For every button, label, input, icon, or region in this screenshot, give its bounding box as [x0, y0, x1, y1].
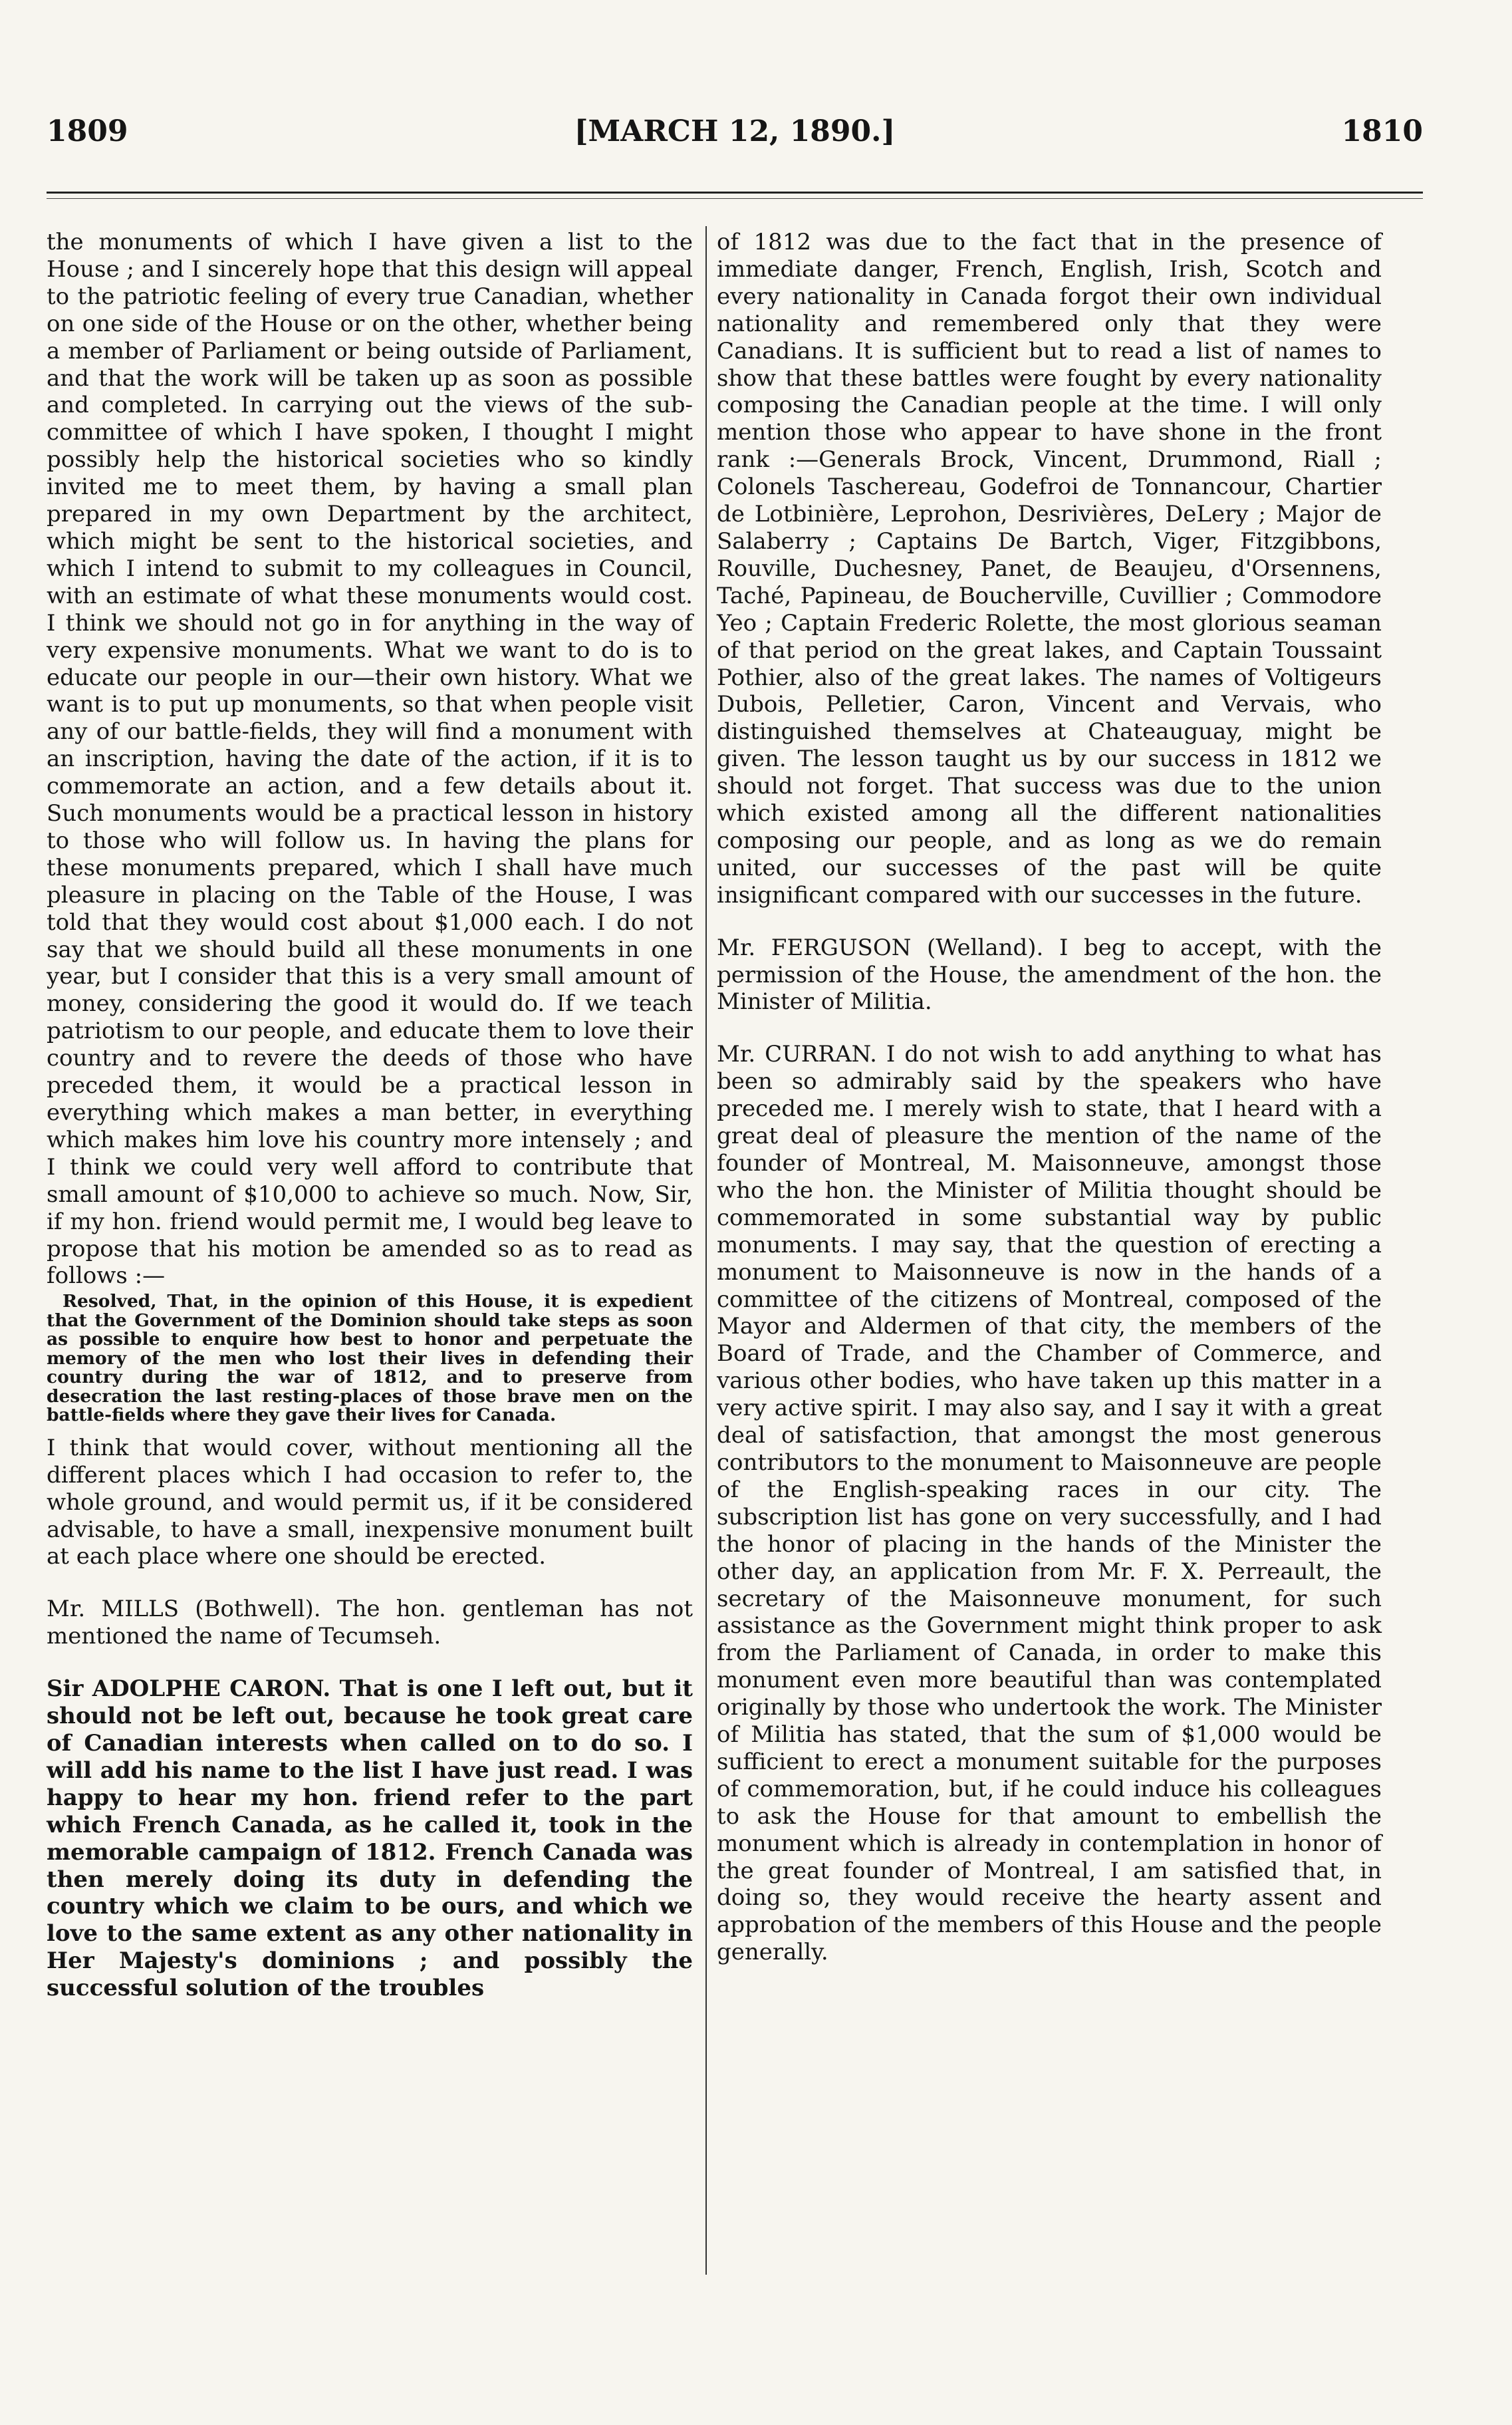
page-date: [MARCH 12, 1890.]	[574, 114, 896, 148]
paragraph-ferguson: Mr. FERGUSON (Welland). I beg to accept, with the permission of the House, the amendment of the hon. the Minister of Militia.	[717, 934, 1382, 1016]
paragraph-mills: Mr. MILLS (Bothwell). The hon. gentleman has not mentioned the name of Tecumseh.	[47, 1596, 693, 1650]
header-rule-thick	[47, 192, 1423, 194]
page-header	[47, 114, 1423, 154]
resolution-text: Resolved, That, in the opinion of this House, it is expedient that the Government of the Dominion should take steps as soon as possible to enquire how best to honor and perpetuate the memory of the men who lost their lives in defending their country during the war of 1812, and to preserve from desecration the last resting-places of those brave men on the battle-fields where they gave their lives for Canada.	[47, 1291, 693, 1426]
right-column	[717, 229, 1382, 1966]
paragraph-monuments: the monuments of which I have given a list to the House ; and I sincerely hope that this design will appeal to the patriotic feeling of every true Canadian, whether on one side of the House or on the other, whether being a member of Parliament or being outside of Parliament, and that the work will be taken up as soon as possible and completed. In carrying out the views of the sub-committee of which I have spoken, I thought I might possibly help the historical societies who so kindly invited me to meet them, by having a small plan prepared in my own Department by the architect, which might be sent to the historical societies, and which I intend to submit to my colleagues in Council, with an estimate of what these monuments would cost. I think we should not go in for anything in the way of very expensive monuments. What we want to do is to educate our people in our—their own history. What we want is to put up monuments, so that when people visit any of our battle-fields, they will find a monument with an inscription, having the date of the action, if it is to commemorate an action, and a few details about it. Such monuments would be a practical lesson in history to those who will follow us. In having the plans for these monuments prepared, which I shall have much pleasure in placing on the Table of the House, I was told that they would cost about $1,000 each. I do not say that we should build all these monuments in one year, but I consider that this is a very small amount of money, considering the good it would do. If we teach patriotism to our people, and educate them to love their country and to revere the deeds of those who have preceded them, it would be a practical lesson in everything which makes a man better, in everything which makes him love his country more intensely ; and I think we could very well afford to contribute that small amount of $10,000 to achieve so much. Now, Sir, if my hon. friend would permit me, I would beg leave to propose that his motion be amended so as to read as follows :—	[47, 229, 693, 1290]
header-rule-thin	[47, 198, 1423, 199]
left-column	[47, 229, 693, 2002]
column-divider	[705, 226, 707, 2275]
paragraph-1812: of 1812 was due to the fact that in the presence of immediate danger, French, English, Irish, Scotch and every nationality in Canada forgot their own individual nationality and remembered only that they were Canadians. It is sufficient but to read a list of names to show that these battles were fought by every nationality composing the Canadian people at the time. I will only mention those who appear to have shone in the front rank :—Generals Brock, Vincent, Drummond, Riall ; Colonels Taschereau, Godefroi de Tonnancour, Chartier de Lotbinière, Leprohon, Desrivières, DeLery ; Major de Salaberry ; Captains De Bartch, Viger, Fitzgibbons, Rouville, Duchesney, Panet, de Beaujeu, d'Orsennens, Taché, Papineau, de Boucherville, Cuvillier ; Commodore Yeo ; Captain Frederic Rolette, the most glorious seaman of that period on the great lakes, and Captain Toussaint Pothier, also of the great lakes. The names of Voltigeurs Dubois, Pelletier, Caron, Vincent and Vervais, who distinguished themselves at Chateauguay, might be given. The lesson taught us by our success in 1812 we should not forget. That success was due to the union which existed among all the different nationalities composing our people, and as long as we do remain united, our successes of the past will be quite insignificant compared with our successes in the future.	[717, 229, 1382, 909]
paragraph-caron: Sir ADOLPHE CARON. That is one I left out, but it should not be left out, because he took great care of Canadian interests when called on to do so. I will add his name to the list I have just read. I was happy to hear my hon. friend refer to the part which French Canada, as he called it, took in the memorable campaign of 1812. French Canada was then merely doing its duty in defending the country which we claim to be ours, and which we love to the same extent as any other nationality in Her Majesty's dominions ; and possibly the successful solution of the troubles	[47, 1675, 693, 2002]
page-number-right: 1810	[1341, 114, 1423, 148]
paragraph-cover: I think that would cover, without mentioning all the different places which I had occasion to refer to, the whole ground, and would permit us, if it be considered advisable, to have a small, inexpensive monument built at each place where one should be erected.	[47, 1434, 693, 1570]
paragraph-curran: Mr. CURRAN. I do not wish to add anything to what has been so admirably said by the speakers who have preceded me. I merely wish to state, that I heard with a great deal of pleasure the mention of the name of the founder of Montreal, M. Maisonneuve, amongst those who the hon. the Minister of Militia thought should be commemorated in some substantial way by public monuments. I may say, that the question of erecting a monument to Maisonneuve is now in the hands of a committee of the citizens of Montreal, composed of the Mayor and Aldermen of that city, the members of the Board of Trade, and the Chamber of Commerce, and various other bodies, who have taken up this matter in a very active spirit. I may also say, and I say it with a great deal of satisfaction, that amongst the most generous contributors to the monument to Maisonneuve are people of the English-speaking races in our city. The subscription list has gone on very successfully, and I had the honor of placing in the hands of the Minister the other day, an application from Mr. F. X. Perreault, the secretary of the Maisonneuve monument, for such assistance as the Government might think proper to ask from the Parliament of Canada, in order to make this monument even more beautiful than was contemplated originally by those who undertook the work. The Minister of Militia has stated, that the sum of $1,000 would be sufficient to erect a monument suitable for the purposes of commemoration, but, if he could induce his colleagues to ask the House for that amount to embellish the monument which is already in contemplation in honor of the great founder of Montreal, I am satisfied that, in doing so, they would receive the hearty assent and approbation of the members of this House and the people generally.	[717, 1041, 1382, 1966]
page-number-left: 1809	[47, 114, 128, 148]
